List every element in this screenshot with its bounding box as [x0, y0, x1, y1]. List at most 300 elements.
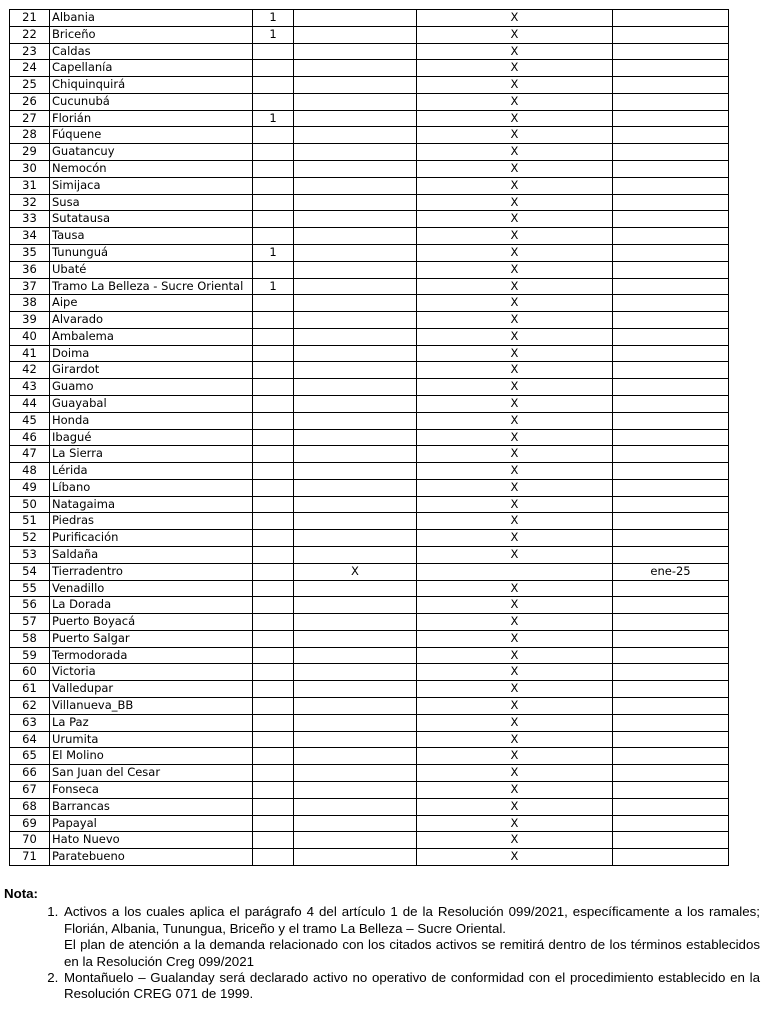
- column-2-value: [294, 765, 417, 782]
- column-1-value: [253, 630, 294, 647]
- column-4-value: [613, 43, 729, 60]
- column-4-value: [613, 698, 729, 715]
- column-2-value: [294, 580, 417, 597]
- assets-table-body: [10, 10, 729, 866]
- column-1-value: [253, 295, 294, 312]
- column-2-value: [294, 144, 417, 161]
- column-2-value: [294, 530, 417, 547]
- row-number: 52: [10, 530, 50, 547]
- asset-name: Hato Nuevo: [50, 832, 253, 849]
- column-2-value: [294, 614, 417, 631]
- row-number: 51: [10, 513, 50, 530]
- column-2-value: [294, 798, 417, 815]
- column-2-value: [294, 815, 417, 832]
- column-1-value: [253, 714, 294, 731]
- column-4-value: [613, 798, 729, 815]
- column-2-value: [294, 395, 417, 412]
- table-row: [10, 362, 729, 379]
- asset-name: Termodorada: [50, 647, 253, 664]
- column-1-value: 1: [253, 110, 294, 127]
- asset-name: Aipe: [50, 295, 253, 312]
- column-2-value: [294, 312, 417, 329]
- column-2-value: [294, 328, 417, 345]
- row-number: 66: [10, 765, 50, 782]
- asset-name: Papayal: [50, 815, 253, 832]
- column-1-value: 1: [253, 244, 294, 261]
- column-2-value: [294, 597, 417, 614]
- table-row: [10, 161, 729, 178]
- column-4-value: [613, 93, 729, 110]
- table-row: [10, 312, 729, 329]
- row-number: 22: [10, 26, 50, 43]
- table-row: [10, 194, 729, 211]
- column-3-value: X: [417, 429, 613, 446]
- column-1-value: [253, 144, 294, 161]
- asset-name: Nemocón: [50, 161, 253, 178]
- row-number: 38: [10, 295, 50, 312]
- asset-name: Líbano: [50, 479, 253, 496]
- column-1-value: [253, 395, 294, 412]
- column-3-value: X: [417, 161, 613, 178]
- column-4-value: [613, 362, 729, 379]
- column-4-value: [613, 580, 729, 597]
- column-4-value: [613, 328, 729, 345]
- table-row: [10, 597, 729, 614]
- column-1-value: [253, 748, 294, 765]
- table-row: [10, 681, 729, 698]
- asset-name: El Molino: [50, 748, 253, 765]
- asset-name: Piedras: [50, 513, 253, 530]
- table-row: [10, 731, 729, 748]
- table-row: [10, 177, 729, 194]
- column-1-value: [253, 815, 294, 832]
- asset-name: Natagaima: [50, 496, 253, 513]
- asset-name: Guatancuy: [50, 144, 253, 161]
- column-3-value: X: [417, 547, 613, 564]
- column-1-value: [253, 161, 294, 178]
- table-row: [10, 496, 729, 513]
- column-4-value: [613, 547, 729, 564]
- column-3-value: X: [417, 647, 613, 664]
- column-3-value: X: [417, 379, 613, 396]
- column-4-value: [613, 144, 729, 161]
- table-row: [10, 127, 729, 144]
- column-2-value: [294, 714, 417, 731]
- table-row: [10, 463, 729, 480]
- table-row: [10, 26, 729, 43]
- column-3-value: X: [417, 815, 613, 832]
- column-4-value: [613, 513, 729, 530]
- column-3-value: X: [417, 765, 613, 782]
- column-4-value: [613, 127, 729, 144]
- column-4-value: [613, 614, 729, 631]
- table-row: [10, 664, 729, 681]
- column-3-value: X: [417, 295, 613, 312]
- asset-name: La Paz: [50, 714, 253, 731]
- column-2-value: [294, 362, 417, 379]
- asset-name: Urumita: [50, 731, 253, 748]
- asset-name: Purificación: [50, 530, 253, 547]
- table-row: [10, 513, 729, 530]
- column-1-value: [253, 731, 294, 748]
- table-row: [10, 547, 729, 564]
- column-4-value: [613, 379, 729, 396]
- column-2-value: [294, 849, 417, 866]
- column-3-value: X: [417, 614, 613, 631]
- row-number: 23: [10, 43, 50, 60]
- table-row: [10, 630, 729, 647]
- row-number: 69: [10, 815, 50, 832]
- table-row: [10, 412, 729, 429]
- asset-name: Barrancas: [50, 798, 253, 815]
- column-3-value: X: [417, 261, 613, 278]
- column-1-value: [253, 446, 294, 463]
- column-4-value: [613, 664, 729, 681]
- column-4-value: [613, 395, 729, 412]
- column-2-value: [294, 93, 417, 110]
- column-1-value: [253, 580, 294, 597]
- row-number: 58: [10, 630, 50, 647]
- table-row: [10, 211, 729, 228]
- column-4-value: [613, 77, 729, 94]
- row-number: 41: [10, 345, 50, 362]
- asset-name: Puerto Salgar: [50, 630, 253, 647]
- column-4-value: [613, 849, 729, 866]
- column-1-value: [253, 261, 294, 278]
- column-4-value: [613, 228, 729, 245]
- column-1-value: [253, 211, 294, 228]
- asset-name: Lérida: [50, 463, 253, 480]
- asset-name: Villanueva_BB: [50, 698, 253, 715]
- column-1-value: [253, 194, 294, 211]
- table-row: [10, 43, 729, 60]
- column-3-value: X: [417, 849, 613, 866]
- column-4-value: [613, 10, 729, 27]
- column-3-value: X: [417, 228, 613, 245]
- table-row: [10, 446, 729, 463]
- row-number: 40: [10, 328, 50, 345]
- column-3-value: X: [417, 194, 613, 211]
- column-1-value: [253, 362, 294, 379]
- table-row: [10, 647, 729, 664]
- column-4-value: [613, 345, 729, 362]
- column-3-value: X: [417, 798, 613, 815]
- table-row: [10, 228, 729, 245]
- column-2-value: [294, 10, 417, 27]
- asset-name: Cucunubá: [50, 93, 253, 110]
- row-number: 25: [10, 77, 50, 94]
- column-4-value: [613, 26, 729, 43]
- column-1-value: 1: [253, 26, 294, 43]
- row-number: 36: [10, 261, 50, 278]
- row-number: 70: [10, 832, 50, 849]
- column-1-value: [253, 479, 294, 496]
- row-number: 50: [10, 496, 50, 513]
- notes-title: Nota:: [4, 886, 38, 901]
- column-4-value: [613, 463, 729, 480]
- table-row: [10, 379, 729, 396]
- column-3-value: X: [417, 362, 613, 379]
- asset-name: Tierradentro: [50, 563, 253, 580]
- asset-name: Guamo: [50, 379, 253, 396]
- asset-name: Caldas: [50, 43, 253, 60]
- column-4-value: [613, 630, 729, 647]
- row-number: 26: [10, 93, 50, 110]
- row-number: 21: [10, 10, 50, 27]
- asset-name: San Juan del Cesar: [50, 765, 253, 782]
- asset-name: Venadillo: [50, 580, 253, 597]
- note-item-1: [62, 904, 760, 970]
- asset-name: Alvarado: [50, 312, 253, 329]
- column-3-value: X: [417, 60, 613, 77]
- column-1-value: [253, 127, 294, 144]
- column-3-value: X: [417, 328, 613, 345]
- column-3-value: X: [417, 580, 613, 597]
- row-number: 28: [10, 127, 50, 144]
- asset-name: Valledupar: [50, 681, 253, 698]
- column-4-value: [613, 244, 729, 261]
- table-row: [10, 714, 729, 731]
- asset-name: Tununguá: [50, 244, 253, 261]
- column-2-value: [294, 278, 417, 295]
- column-2-value: [294, 77, 417, 94]
- column-3-value: X: [417, 110, 613, 127]
- column-3-value: X: [417, 597, 613, 614]
- row-number: 59: [10, 647, 50, 664]
- column-2-value: [294, 496, 417, 513]
- column-3-value: X: [417, 496, 613, 513]
- column-1-value: [253, 312, 294, 329]
- column-1-value: [253, 832, 294, 849]
- column-3-value: X: [417, 630, 613, 647]
- column-2-value: [294, 698, 417, 715]
- table-row: [10, 580, 729, 597]
- column-2-value: [294, 446, 417, 463]
- row-number: 30: [10, 161, 50, 178]
- note-item-2: [62, 970, 760, 1003]
- column-3-value: X: [417, 412, 613, 429]
- row-number: 56: [10, 597, 50, 614]
- table-row: [10, 748, 729, 765]
- table-row: [10, 395, 729, 412]
- column-1-value: [253, 496, 294, 513]
- row-number: 37: [10, 278, 50, 295]
- column-2-value: [294, 731, 417, 748]
- row-number: 71: [10, 849, 50, 866]
- table-row: [10, 698, 729, 715]
- column-1-value: [253, 328, 294, 345]
- column-3-value: X: [417, 345, 613, 362]
- column-1-value: [253, 513, 294, 530]
- column-4-value: [613, 597, 729, 614]
- row-number: 55: [10, 580, 50, 597]
- column-4-value: [613, 530, 729, 547]
- column-3-value: X: [417, 513, 613, 530]
- column-2-value: [294, 479, 417, 496]
- row-number: 33: [10, 211, 50, 228]
- column-3-value: X: [417, 93, 613, 110]
- column-4-value: [613, 765, 729, 782]
- notes-list: [4, 904, 760, 1002]
- column-2-value: [294, 547, 417, 564]
- table-row: [10, 563, 729, 580]
- asset-name: Briceño: [50, 26, 253, 43]
- table-row: [10, 849, 729, 866]
- column-3-value: X: [417, 43, 613, 60]
- row-number: 49: [10, 479, 50, 496]
- column-1-value: [253, 43, 294, 60]
- column-1-value: [253, 429, 294, 446]
- column-3-value: X: [417, 10, 613, 27]
- column-2-value: [294, 60, 417, 77]
- row-number: 46: [10, 429, 50, 446]
- asset-name: Ibagué: [50, 429, 253, 446]
- column-1-value: [253, 77, 294, 94]
- column-2-value: [294, 244, 417, 261]
- asset-name: La Sierra: [50, 446, 253, 463]
- column-4-value: [613, 110, 729, 127]
- row-number: 53: [10, 547, 50, 564]
- asset-name: Fúquene: [50, 127, 253, 144]
- column-2-value: [294, 513, 417, 530]
- column-2-value: [294, 748, 417, 765]
- row-number: 31: [10, 177, 50, 194]
- column-3-value: X: [417, 731, 613, 748]
- column-2-value: [294, 194, 417, 211]
- column-1-value: [253, 664, 294, 681]
- column-2-value: [294, 161, 417, 178]
- column-2-value: [294, 681, 417, 698]
- table-row: [10, 345, 729, 362]
- column-2-value: [294, 630, 417, 647]
- column-1-value: [253, 849, 294, 866]
- table-row: [10, 832, 729, 849]
- column-3-value: X: [417, 244, 613, 261]
- asset-name: Chiquinquirá: [50, 77, 253, 94]
- column-1-value: [253, 597, 294, 614]
- row-number: 57: [10, 614, 50, 631]
- row-number: 39: [10, 312, 50, 329]
- row-number: 65: [10, 748, 50, 765]
- asset-name: Honda: [50, 412, 253, 429]
- column-2-value: [294, 832, 417, 849]
- row-number: 67: [10, 781, 50, 798]
- asset-name: La Dorada: [50, 597, 253, 614]
- column-2-value: [294, 647, 417, 664]
- asset-name: Doima: [50, 345, 253, 362]
- column-4-value: [613, 496, 729, 513]
- asset-name: Puerto Boyacá: [50, 614, 253, 631]
- column-3-value: X: [417, 144, 613, 161]
- asset-name: Paratebueno: [50, 849, 253, 866]
- asset-name: Ubaté: [50, 261, 253, 278]
- row-number: 60: [10, 664, 50, 681]
- column-1-value: [253, 463, 294, 480]
- column-4-value: [613, 194, 729, 211]
- column-3-value: X: [417, 211, 613, 228]
- column-3-value: X: [417, 664, 613, 681]
- row-number: 24: [10, 60, 50, 77]
- row-number: 47: [10, 446, 50, 463]
- asset-name: Florián: [50, 110, 253, 127]
- column-1-value: [253, 765, 294, 782]
- column-1-value: [253, 345, 294, 362]
- row-number: 43: [10, 379, 50, 396]
- column-4-value: [613, 479, 729, 496]
- column-2-value: [294, 664, 417, 681]
- asset-name: Saldaña: [50, 547, 253, 564]
- column-4-value: [613, 647, 729, 664]
- column-2-value: [294, 127, 417, 144]
- table-row: [10, 295, 729, 312]
- column-2-value: [294, 26, 417, 43]
- table-row: [10, 77, 729, 94]
- row-number: 63: [10, 714, 50, 731]
- column-2-value: [294, 345, 417, 362]
- asset-name: Victoria: [50, 664, 253, 681]
- column-3-value: X: [417, 714, 613, 731]
- column-4-value: [613, 832, 729, 849]
- column-4-value: [613, 748, 729, 765]
- column-3-value: X: [417, 530, 613, 547]
- column-2-value: [294, 463, 417, 480]
- column-2-value: X: [294, 563, 417, 580]
- table-row: [10, 815, 729, 832]
- column-1-value: 1: [253, 10, 294, 27]
- note-1-text-continued: El plan de atención a la demanda relacionado con los citados activos se remitirá dentro de los términos establecidos en la Resolución Creg 099/2021: [64, 937, 760, 969]
- table-row: [10, 278, 729, 295]
- table-row: [10, 93, 729, 110]
- column-1-value: [253, 563, 294, 580]
- row-number: 61: [10, 681, 50, 698]
- asset-name: Guayabal: [50, 395, 253, 412]
- column-3-value: X: [417, 446, 613, 463]
- column-1-value: [253, 547, 294, 564]
- column-1-value: [253, 798, 294, 815]
- column-1-value: [253, 681, 294, 698]
- table-row: [10, 244, 729, 261]
- asset-name: Simijaca: [50, 177, 253, 194]
- column-4-value: [613, 446, 729, 463]
- column-1-value: [253, 781, 294, 798]
- table-row: [10, 10, 729, 27]
- column-2-value: [294, 110, 417, 127]
- column-4-value: [613, 412, 729, 429]
- column-4-value: [613, 211, 729, 228]
- row-number: 64: [10, 731, 50, 748]
- row-number: 62: [10, 698, 50, 715]
- column-3-value: X: [417, 312, 613, 329]
- table-row: [10, 144, 729, 161]
- row-number: 48: [10, 463, 50, 480]
- table-row: [10, 479, 729, 496]
- row-number: 27: [10, 110, 50, 127]
- row-number: 29: [10, 144, 50, 161]
- column-3-value: X: [417, 463, 613, 480]
- table-row: [10, 781, 729, 798]
- table-row: [10, 530, 729, 547]
- column-1-value: 1: [253, 278, 294, 295]
- asset-name: Capellanía: [50, 60, 253, 77]
- column-1-value: [253, 530, 294, 547]
- table-row: [10, 110, 729, 127]
- column-4-value: [613, 714, 729, 731]
- column-2-value: [294, 781, 417, 798]
- column-4-value: [613, 731, 729, 748]
- column-4-value: [613, 161, 729, 178]
- column-4-value: [613, 261, 729, 278]
- column-3-value: X: [417, 479, 613, 496]
